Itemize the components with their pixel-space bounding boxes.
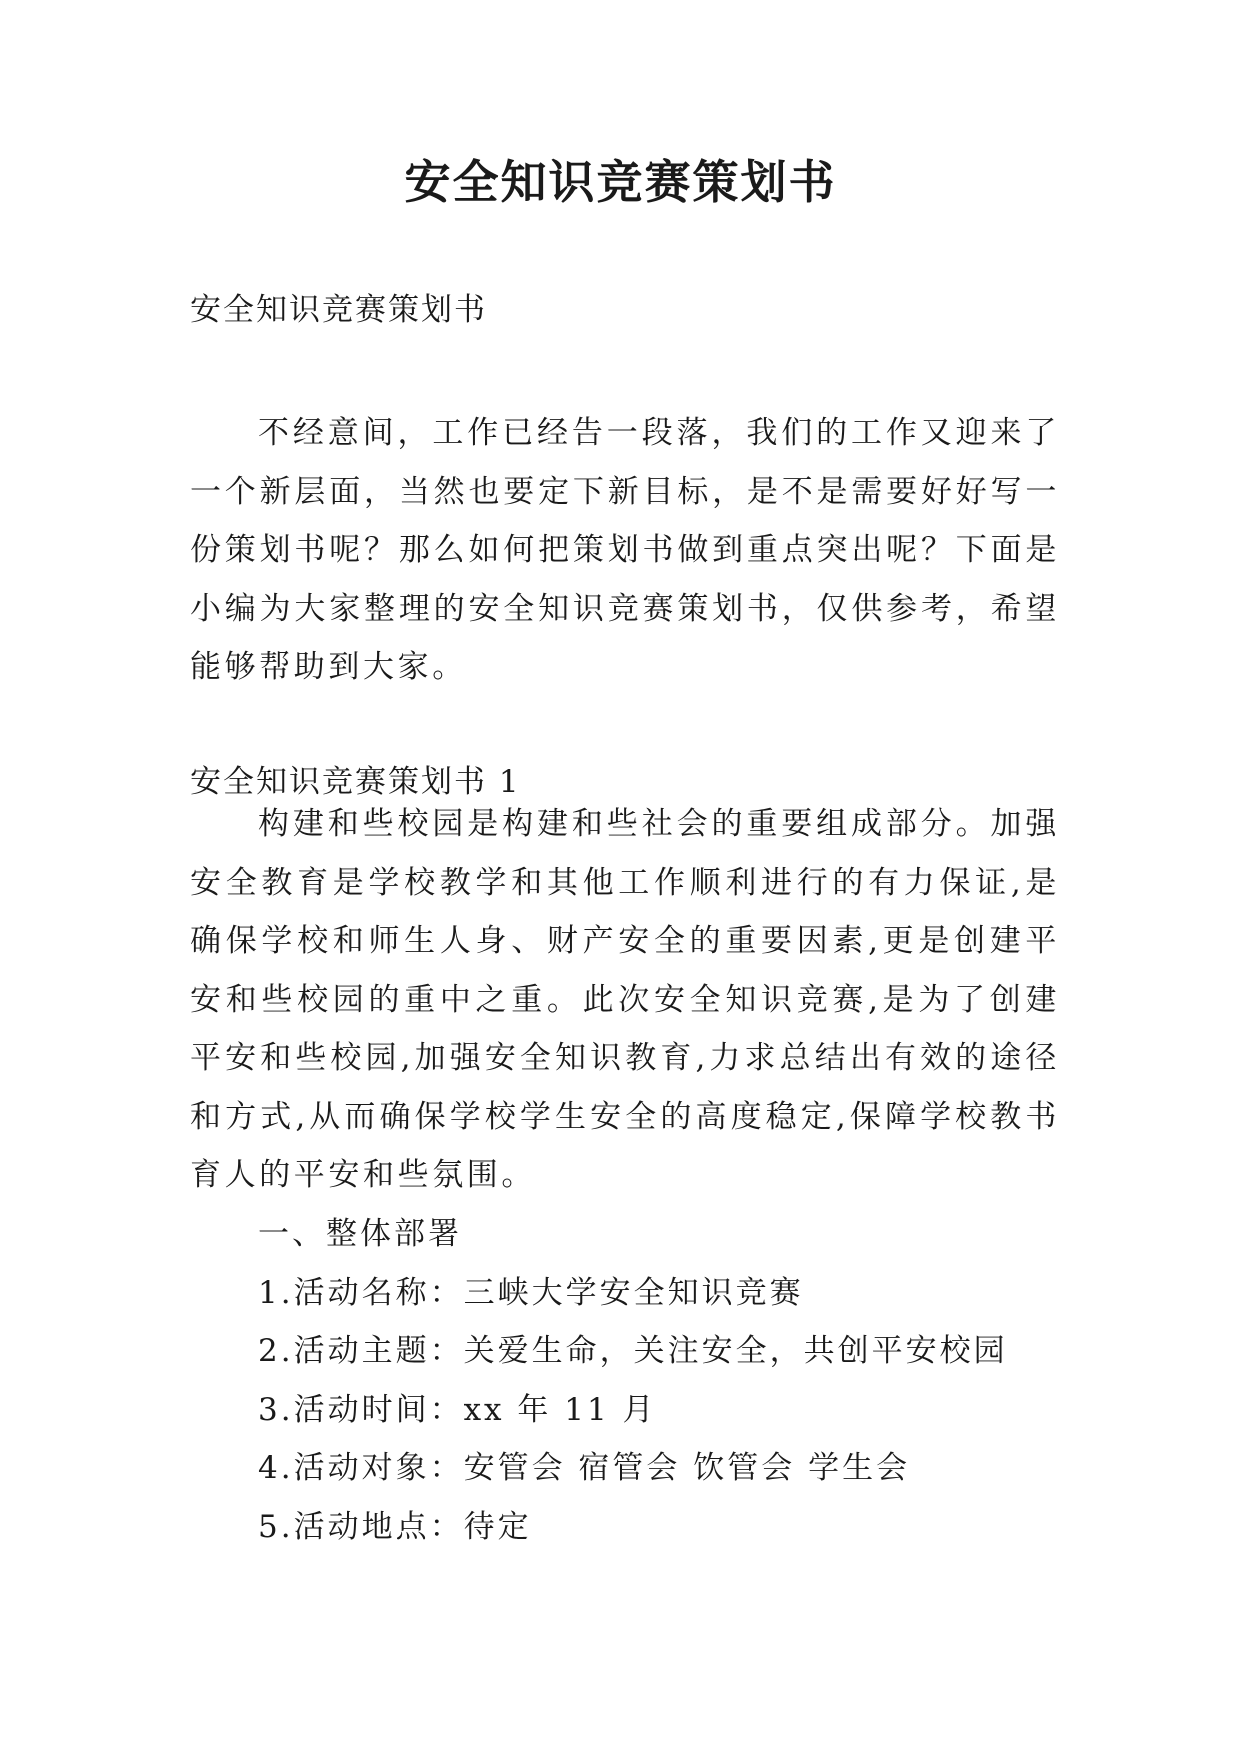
- list-item: 3.活动时间：xx 年 11 月: [258, 1391, 657, 1428]
- document-title: 安全知识竞赛策划书: [404, 155, 837, 209]
- section-heading: 安全知识竞赛策划书 1: [190, 764, 521, 800]
- deployment-list: [258, 1205, 1008, 1556]
- list-item: 1.活动名称：三峡大学安全知识竞赛: [258, 1274, 804, 1311]
- list-item: 5.活动地点：待定: [258, 1508, 532, 1545]
- list-item: 4.活动对象：安管会 宿管会 饮管会 学生会: [258, 1450, 911, 1486]
- section-body-paragraph: 构建和些校园是构建和些社会的重要组成部分。加强安全教育是学校教学和其他工作顺利进行的有力保证,是确保学校和师生人身、财产安全的重要因素,更是创建平安和些校园的重中之重。此次安全知识竞赛,是为了创建平安和些校园,加强安全知识教育,力求总结出有效的途径和方式,从而确保学校学生安全的高度稳定,保障学校教书育人的平安和些氛围。: [190, 806, 1060, 1193]
- document-subtitle: 安全知识竞赛策划书: [190, 292, 487, 328]
- list-item: 2.活动主题：关爱生命，关注安全，共创平安校园: [258, 1333, 1008, 1369]
- intro-paragraph: 不经意间，工作已经告一段落，我们的工作又迎来了一个新层面，当然也要定下新目标，是不是需要好好写一份策划书呢？那么如何把策划书做到重点突出呢？下面是小编为大家整理的安全知识竞赛策划书，仅供参考，希望能够帮助到大家。: [190, 415, 1060, 685]
- list-item: 一、整体部署: [258, 1216, 462, 1252]
